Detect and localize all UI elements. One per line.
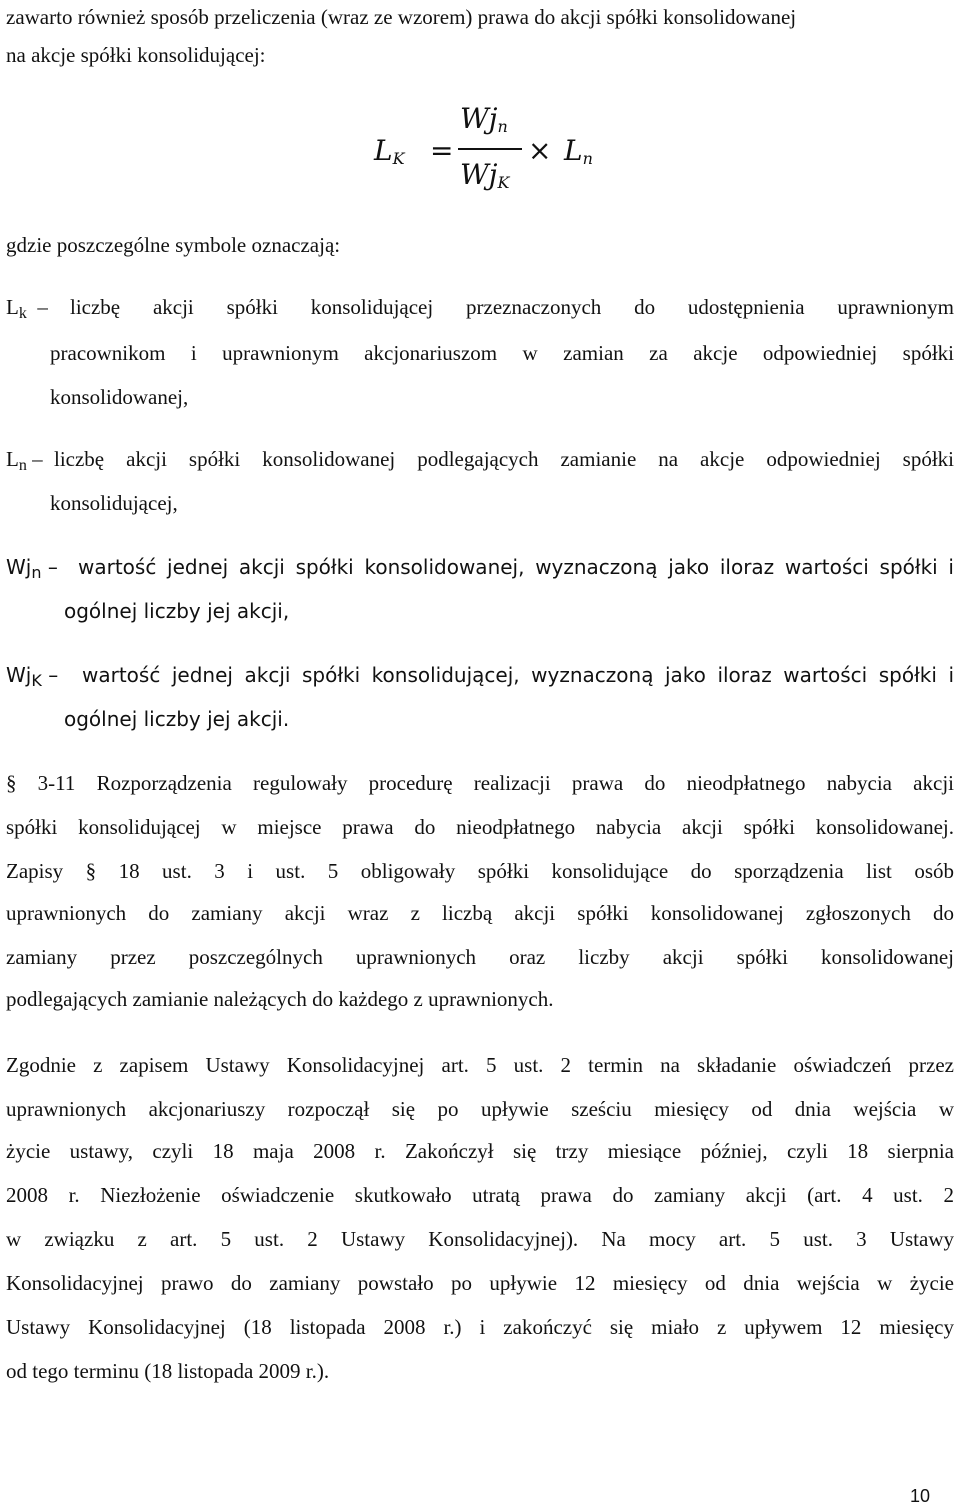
formula-lhs: $L_K$ bbox=[374, 134, 405, 168]
symbol-wjn-line-2: ogólnej liczby jej akcji, bbox=[64, 599, 290, 623]
formula-numerator: $Wj_n$ bbox=[460, 102, 508, 136]
paragraph-1-line-2: spółki konsolidującej w miejsce prawa do nieodpłatnego nabycia akcji spółki konsolidowanej. bbox=[6, 815, 954, 839]
paragraph-2-line-3: życie ustawy, czyli 18 maja 2008 r. Zakończył się trzy miesiące później, czyli 18 sierpnia bbox=[6, 1139, 954, 1163]
formula-denominator: $Wj_K$ bbox=[460, 158, 510, 192]
symbol-wjk-line-1: wartość jednej akcji spółki konsolidującej, wyznaczoną jako iloraz wartości spółki i bbox=[82, 663, 954, 687]
paragraph-1-line-1: § 3-11 Rozporządzenia regulowały procedurę realizacji prawa do nieodpłatnego nabycia akcji bbox=[6, 771, 954, 795]
document-page bbox=[6, 0, 954, 1509]
symbol-lk: $L_k$ – bbox=[6, 295, 48, 322]
paragraph-1-line-5: zamiany przez poszczególnych uprawnionych oraz liczby akcji spółki konsolidowanej bbox=[6, 945, 954, 969]
formula-rhs: $L_n$ bbox=[564, 134, 593, 168]
formula-times: × bbox=[528, 134, 552, 167]
paragraph-1-line-6: podlegających zamianie należących do każdego z uprawnionych. bbox=[6, 987, 554, 1011]
symbol-ln-line-1: liczbę akcji spółki konsolidowanej podlegających zamianie na akcje odpowiedniej spółki bbox=[54, 447, 954, 471]
paragraph-1-line-4: uprawnionych do zamiany akcji wraz z liczbą akcji spółki konsolidowanej zgłoszonych do bbox=[6, 901, 954, 925]
page-number: 10 bbox=[909, 1486, 930, 1506]
paragraph-2-line-1: Zgodnie z zapisem Ustawy Konsolidacyjnej art. 5 ust. 2 termin na składanie oświadczeń przez bbox=[6, 1053, 954, 1077]
symbol-wjk-line-2: ogólnej liczby jej akcji. bbox=[64, 707, 290, 731]
fraction-bar bbox=[458, 148, 522, 150]
symbol-lk-line-2: pracownikom i uprawnionym akcjonariuszom w zamian za akcje odpowiedniej spółki bbox=[50, 341, 954, 365]
legend-intro: gdzie poszczególne symbole oznaczają: bbox=[6, 233, 341, 257]
symbol-wjn: $Wj_n$ – bbox=[6, 555, 58, 582]
paragraph-2-line-4: 2008 r. Niezłożenie oświadczenie skutkowało utratą prawa do zamiany akcji (art. 4 ust. 2 bbox=[6, 1183, 954, 1207]
symbol-lk-line-1: liczbę akcji spółki konsolidującej przeznaczonych do udostępnienia uprawnionym bbox=[70, 295, 954, 319]
symbol-wjn-line-1: wartość jednej akcji spółki konsolidowanej, wyznaczoną jako iloraz wartości spółki i bbox=[78, 555, 954, 579]
symbol-lk-line-3: konsolidowanej, bbox=[50, 385, 189, 409]
symbol-ln-line-2: konsolidującej, bbox=[50, 491, 178, 515]
symbol-wjk: $Wj_K$ – bbox=[6, 663, 59, 690]
paragraph-2-line-5: w związku z art. 5 ust. 2 Ustawy Konsolidacyjnej). Na mocy art. 5 ust. 3 Ustawy bbox=[6, 1227, 954, 1251]
paragraph-1-line-3: Zapisy § 18 ust. 3 i ust. 5 obligowały spółki konsolidujące do sporządzenia list osób bbox=[6, 859, 954, 883]
conversion-formula bbox=[374, 100, 604, 190]
paragraph-2-line-8: od tego terminu (18 listopada 2009 r.). bbox=[6, 1359, 330, 1383]
intro-line-2: na akcje spółki konsolidującej: bbox=[6, 43, 266, 67]
paragraph-2-line-7: Ustawy Konsolidacyjnej (18 listopada 2008 r.) i zakończyć się miało z upływem 12 miesięcy bbox=[6, 1315, 954, 1339]
symbol-ln: $L_n$ – bbox=[6, 447, 43, 474]
paragraph-2-line-2: uprawnionych akcjonariuszy rozpoczął się po upływie sześciu miesięcy od dnia wejścia w bbox=[6, 1097, 954, 1121]
paragraph-2-line-6: Konsolidacyjnej prawo do zamiany powstało po upływie 12 miesięcy od dnia wejścia w życie bbox=[6, 1271, 954, 1295]
intro-line-1: zawarto również sposób przeliczenia (wraz ze wzorem) prawa do akcji spółki konsolidowanej bbox=[6, 5, 797, 29]
formula-equals: = bbox=[430, 134, 454, 167]
